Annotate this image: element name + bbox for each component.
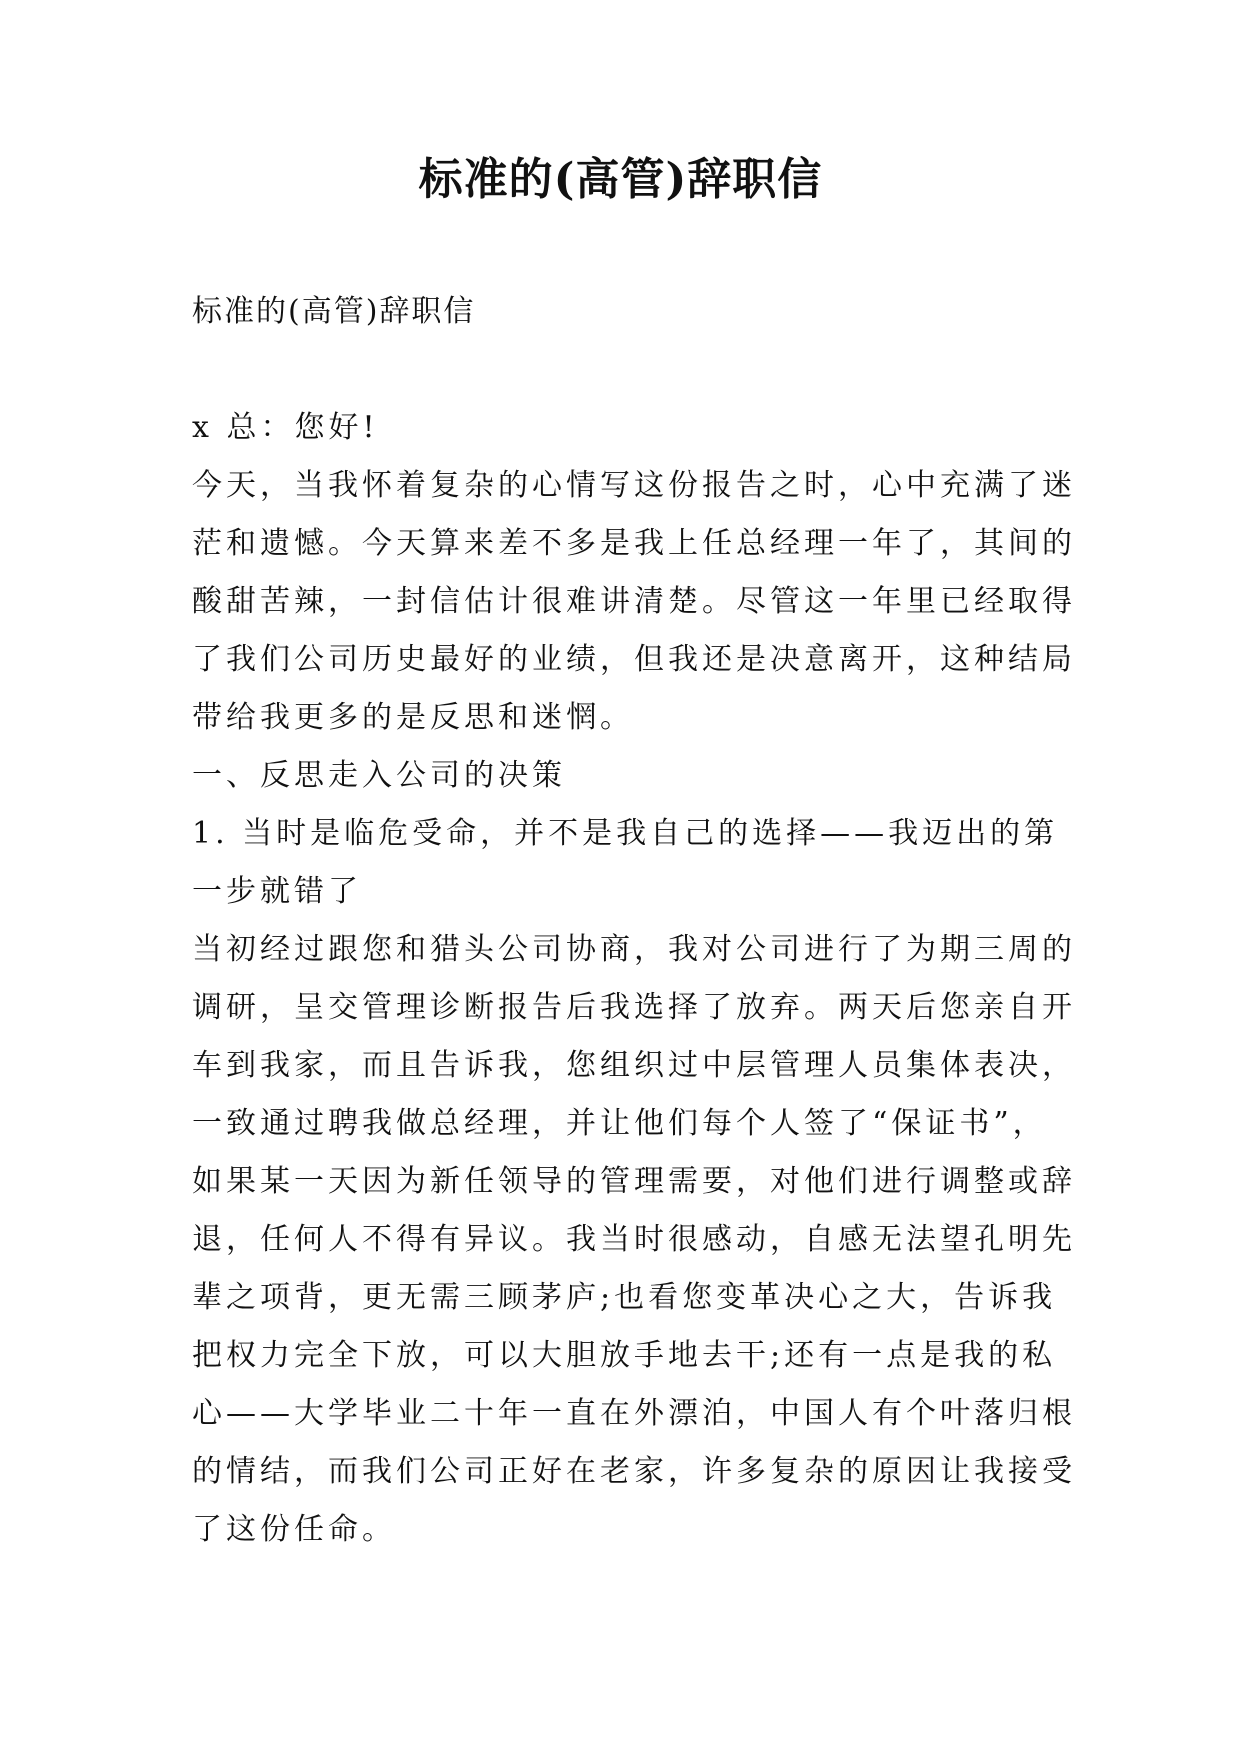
- paragraph-line: 如果某一天因为新任领导的管理需要，对他们进行调整或辞: [192, 1164, 1076, 1199]
- paragraph-line: 酸甜苦辣，一封信估计很难讲清楚。尽管这一年里已经取得: [192, 584, 1076, 619]
- document-subtitle: 标准的(高管)辞职信: [192, 294, 476, 329]
- subsection-heading: 1. 当时是临危受命，并不是我自己的选择——我迈出的第: [192, 816, 1059, 851]
- section-heading: 一、反思走入公司的决策: [192, 758, 566, 793]
- paragraph-line: 的情结，而我们公司正好在老家，许多复杂的原因让我接受: [192, 1454, 1076, 1489]
- document-title: 标准的(高管)辞职信: [418, 154, 823, 205]
- paragraph-line: 今天，当我怀着复杂的心情写这份报告之时，心中充满了迷: [192, 468, 1076, 503]
- paragraph-line: 一致通过聘我做总经理，并让他们每个人签了“保证书”，: [192, 1106, 1047, 1141]
- paragraph-line: 退，任何人不得有异议。我当时很感动，自感无法望孔明先: [192, 1222, 1076, 1257]
- paragraph-line: 带给我更多的是反思和迷惘。: [192, 700, 634, 735]
- paragraph-line: 车到我家，而且告诉我，您组织过中层管理人员集体表决，: [192, 1048, 1076, 1083]
- paragraph-line: 把权力完全下放，可以大胆放手地去干;还有一点是我的私: [192, 1338, 1057, 1373]
- paragraph-line: 茫和遗憾。今天算来差不多是我上任总经理一年了，其间的: [192, 526, 1076, 561]
- document-body: [192, 283, 1076, 1559]
- paragraph-line: 心——大学毕业二十年一直在外漂泊，中国人有个叶落归根: [192, 1396, 1076, 1431]
- paragraph-line: 辈之项背，更无需三顾茅庐;也看您变革决心之大，告诉我: [192, 1280, 1057, 1315]
- paragraph-line: 当初经过跟您和猎头公司协商，我对公司进行了为期三周的: [192, 932, 1076, 967]
- paragraph-line: 了我们公司历史最好的业绩，但我还是决意离开，这种结局: [192, 642, 1076, 677]
- greeting-line: x 总：您好!: [192, 410, 379, 445]
- paragraph-line: 调研，呈交管理诊断报告后我选择了放弃。两天后您亲自开: [192, 990, 1076, 1025]
- subsection-heading: 一步就错了: [192, 874, 362, 909]
- paragraph-line: 了这份任命。: [192, 1512, 396, 1547]
